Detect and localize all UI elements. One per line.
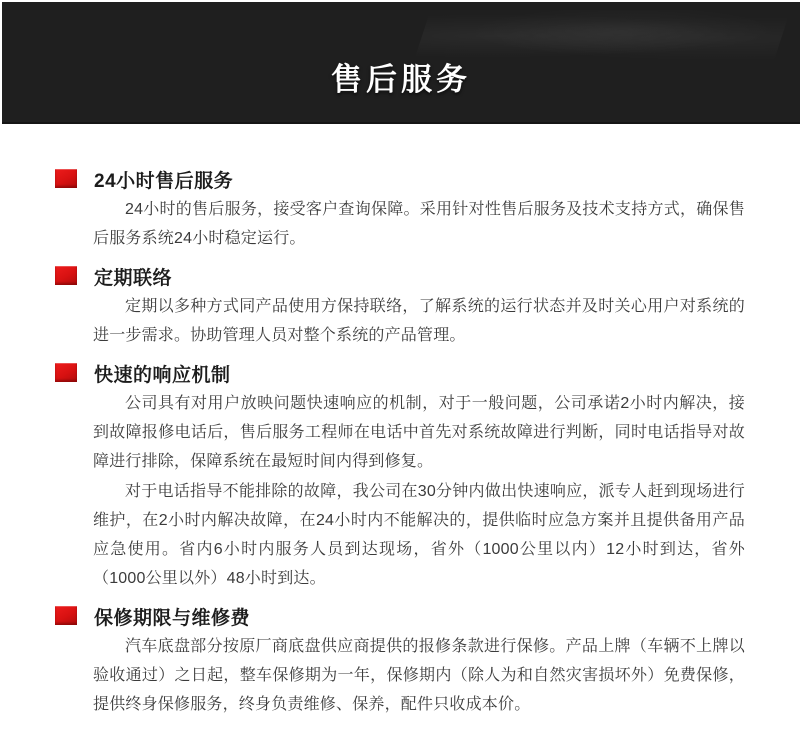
section-heading-row — [55, 601, 745, 631]
header-banner — [2, 2, 800, 124]
content-area — [0, 124, 800, 719]
service-section — [55, 358, 745, 593]
service-section — [55, 164, 745, 253]
service-section — [55, 261, 745, 350]
section-heading: 24小时售后服务 — [94, 170, 234, 192]
section-paragraph: 对于电话指导不能排除的故障，我公司在30分钟内做出快速响应，派专人赶到现场进行维护，在2小时内解决故障，在24小时内不能解决的，提供临时应急方案并且提供备用产品应急使用。省内6小时内服务人员到达现场，省外（1000公里以内）12小时到达，省外（1000公里以外）48小时到达。 — [93, 483, 745, 587]
section-heading-row — [55, 164, 745, 194]
red-square-bullet-icon — [55, 606, 77, 625]
red-square-bullet-icon — [55, 266, 77, 285]
section-paragraph: 汽车底盘部分按原厂商底盘供应商提供的报修条款进行保修。产品上牌（车辆不上牌以验收通过）之日起，整车保修期为一年，保修期内（除人为和自然灾害损坏外）免费保修，提供终身保修服务，终身负责维修、保养，配件只收成本价。 — [93, 638, 745, 713]
section-paragraph: 定期以多种方式同产品使用方保持联络，了解系统的运行状态并及时关心用户对系统的进一步需求。协助管理人员对整个系统的产品管理。 — [93, 298, 745, 344]
section-heading: 快速的响应机制 — [94, 364, 231, 386]
section-heading: 保修期限与维修费 — [94, 607, 251, 629]
section-paragraph: 24小时的售后服务，接受客户查询保障。采用针对性售后服务及技术支持方式，确保售后服务系统24小时稳定运行。 — [93, 201, 745, 247]
section-heading-row — [55, 358, 745, 388]
red-square-bullet-icon — [55, 169, 77, 188]
section-paragraph: 公司具有对用户放映问题快速响应的机制，对于一般问题，公司承诺2小时内解决，接到故障报修电话后，售后服务工程师在电话中首先对系统故障进行判断，同时电话指导对故障进行排除，保障系统在最短时间内得到修复。 — [93, 395, 745, 470]
page-title: 售后服务 — [331, 62, 471, 97]
section-heading: 定期联络 — [94, 267, 173, 289]
section-heading-row — [55, 261, 745, 291]
red-square-bullet-icon — [55, 363, 77, 382]
service-section — [55, 601, 745, 719]
